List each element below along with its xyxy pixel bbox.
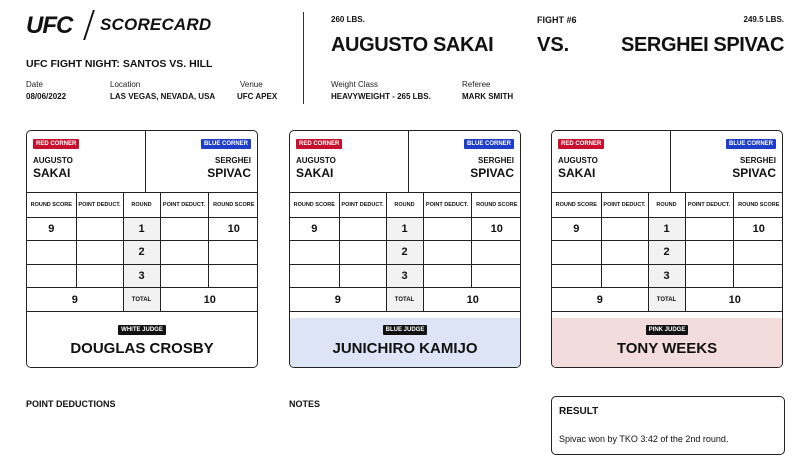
judge-name: TONY WEEKS	[616, 340, 718, 357]
red-corner-badge: RED CORNER	[296, 139, 342, 149]
judge-label-badge: BLUE JUDGE	[383, 325, 428, 335]
blue-round-score: 10	[208, 217, 258, 241]
blue-round-score	[471, 264, 521, 288]
versus-label: VS.	[537, 34, 570, 56]
round-number: 3	[386, 264, 423, 288]
round-number: 1	[648, 217, 685, 241]
result-title: RESULT	[559, 406, 599, 417]
header-red-round-score: ROUND SCORE	[290, 193, 339, 217]
red-point-deduct	[339, 241, 386, 265]
blue-point-deduct	[685, 241, 733, 265]
ufc-logo: UFC	[26, 12, 73, 39]
corner-header	[290, 131, 520, 193]
blue-round-score	[208, 241, 258, 265]
blue-round-score	[733, 264, 783, 288]
judge-section	[290, 318, 520, 367]
judge-scorecard-3	[551, 130, 783, 368]
round-row	[27, 264, 258, 288]
header-blue-point-deduct: POINT DEDUCT.	[423, 193, 471, 217]
red-corner-badge: RED CORNER	[558, 139, 604, 149]
red-point-deduct	[601, 217, 648, 241]
blue-corner-badge: BLUE CORNER	[726, 139, 776, 149]
red-round-score	[27, 241, 76, 265]
blue-point-deduct	[423, 264, 471, 288]
red-round-score: 9	[290, 217, 339, 241]
judge-section	[552, 318, 782, 367]
corner-divider	[670, 131, 671, 193]
blue-fighter-weight: 249.5 LBS.	[743, 15, 784, 24]
red-round-score	[290, 264, 339, 288]
header-blue-round-score: ROUND SCORE	[471, 193, 521, 217]
venue-label: Venue	[240, 80, 263, 89]
location-value: LAS VEGAS, NEVADA, USA	[110, 92, 216, 101]
round-number: 2	[648, 241, 685, 265]
blue-first-name: SERGHEI	[214, 156, 251, 165]
round-row	[290, 217, 521, 241]
score-table	[552, 193, 783, 312]
total-label: TOTAL	[386, 288, 423, 312]
red-last-name: SAKAI	[33, 166, 71, 180]
red-point-deduct	[601, 264, 648, 288]
score-table	[290, 193, 521, 312]
red-round-score	[27, 264, 76, 288]
fight-number: FIGHT #6	[537, 15, 577, 25]
blue-point-deduct	[423, 241, 471, 265]
red-point-deduct	[339, 217, 386, 241]
blue-corner-badge: BLUE CORNER	[464, 139, 514, 149]
red-round-score: 9	[27, 217, 76, 241]
weight-class-value: HEAVYWEIGHT - 265 LBS.	[331, 92, 431, 101]
logo-divider	[83, 10, 95, 40]
blue-round-score	[733, 241, 783, 265]
red-round-score: 9	[552, 217, 601, 241]
round-number: 2	[123, 241, 160, 265]
blue-round-score	[208, 264, 258, 288]
blue-round-score: 10	[471, 217, 521, 241]
header-blue-point-deduct: POINT DEDUCT.	[685, 193, 733, 217]
referee-value: MARK SMITH	[462, 92, 514, 101]
red-last-name: SAKAI	[558, 166, 596, 180]
location-label: Location	[110, 80, 141, 89]
round-row	[552, 241, 783, 265]
date-label: Date	[26, 80, 43, 89]
round-row	[27, 217, 258, 241]
judge-label-badge: PINK JUDGE	[646, 325, 689, 335]
total-label: TOTAL	[648, 288, 685, 312]
referee-label: Referee	[462, 80, 491, 89]
blue-point-deduct	[423, 217, 471, 241]
blue-point-deduct	[685, 217, 733, 241]
corner-header	[27, 131, 257, 193]
judge-scorecard-2	[289, 130, 521, 368]
red-round-score	[552, 241, 601, 265]
blue-point-deduct	[685, 264, 733, 288]
header-red-point-deduct: POINT DEDUCT.	[601, 193, 648, 217]
header-round: ROUND	[386, 193, 423, 217]
blue-fighter-name: SERGHEI SPIVAC	[621, 34, 784, 56]
round-number: 1	[123, 217, 160, 241]
red-first-name: AUGUSTO	[33, 156, 73, 165]
result-box	[551, 396, 785, 455]
judge-name: JUNICHIRO KAMIJO	[332, 340, 478, 357]
weight-class-label: Weight Class	[331, 80, 378, 89]
judge-name: DOUGLAS CROSBY	[70, 340, 214, 357]
blue-point-deduct	[160, 241, 208, 265]
total-row	[552, 288, 783, 312]
blue-last-name: SPIVAC	[470, 166, 514, 180]
judge-label-badge: WHITE JUDGE	[118, 325, 166, 335]
blue-corner-badge: BLUE CORNER	[201, 139, 251, 149]
corner-header	[552, 131, 782, 193]
header-blue-round-score: ROUND SCORE	[208, 193, 258, 217]
venue-value: UFC APEX	[237, 92, 278, 101]
round-number: 3	[648, 264, 685, 288]
event-name: UFC FIGHT NIGHT: SANTOS VS. HILL	[26, 58, 213, 70]
red-first-name: AUGUSTO	[296, 156, 336, 165]
red-corner-badge: RED CORNER	[33, 139, 79, 149]
header-round: ROUND	[648, 193, 685, 217]
blue-round-score: 10	[733, 217, 783, 241]
score-table	[27, 193, 258, 312]
red-point-deduct	[76, 241, 123, 265]
blue-first-name: SERGHEI	[739, 156, 776, 165]
round-row	[290, 241, 521, 265]
date-value: 08/06/2022	[26, 92, 67, 101]
header-divider	[303, 12, 304, 104]
point-deductions-title: POINT DEDUCTIONS	[26, 399, 116, 409]
total-row	[290, 288, 521, 312]
blue-point-deduct	[160, 264, 208, 288]
round-row	[552, 264, 783, 288]
total-label: TOTAL	[123, 288, 160, 312]
round-number: 3	[123, 264, 160, 288]
header-blue-point-deduct: POINT DEDUCT.	[160, 193, 208, 217]
red-total: 9	[27, 288, 123, 312]
red-point-deduct	[339, 264, 386, 288]
header-red-round-score: ROUND SCORE	[27, 193, 76, 217]
notes-title: NOTES	[289, 399, 321, 409]
red-fighter-weight: 260 LBS.	[331, 15, 365, 24]
red-point-deduct	[601, 241, 648, 265]
round-number: 2	[386, 241, 423, 265]
red-round-score	[290, 241, 339, 265]
blue-round-score	[471, 241, 521, 265]
round-row	[552, 217, 783, 241]
blue-point-deduct	[160, 217, 208, 241]
red-round-score	[552, 264, 601, 288]
header-red-point-deduct: POINT DEDUCT.	[339, 193, 386, 217]
blue-total: 10	[685, 288, 783, 312]
judge-scorecard-1	[26, 130, 258, 368]
header-round: ROUND	[123, 193, 160, 217]
corner-divider	[145, 131, 146, 193]
header-red-point-deduct: POINT DEDUCT.	[76, 193, 123, 217]
red-total: 9	[290, 288, 386, 312]
corner-divider	[408, 131, 409, 193]
round-number: 1	[386, 217, 423, 241]
blue-last-name: SPIVAC	[732, 166, 776, 180]
red-last-name: SAKAI	[296, 166, 334, 180]
total-row	[27, 288, 258, 312]
judge-section	[27, 318, 257, 367]
red-fighter-name: AUGUSTO SAKAI	[331, 34, 494, 56]
red-first-name: AUGUSTO	[558, 156, 598, 165]
blue-total: 10	[423, 288, 521, 312]
round-row	[290, 264, 521, 288]
blue-last-name: SPIVAC	[207, 166, 251, 180]
red-point-deduct	[76, 217, 123, 241]
document-title: SCORECARD	[100, 15, 212, 34]
red-total: 9	[552, 288, 648, 312]
header-red-round-score: ROUND SCORE	[552, 193, 601, 217]
red-point-deduct	[76, 264, 123, 288]
blue-first-name: SERGHEI	[477, 156, 514, 165]
result-text: Spivac won by TKO 3:42 of the 2nd round.	[559, 434, 729, 444]
round-row	[27, 241, 258, 265]
blue-total: 10	[160, 288, 258, 312]
header-blue-round-score: ROUND SCORE	[733, 193, 783, 217]
